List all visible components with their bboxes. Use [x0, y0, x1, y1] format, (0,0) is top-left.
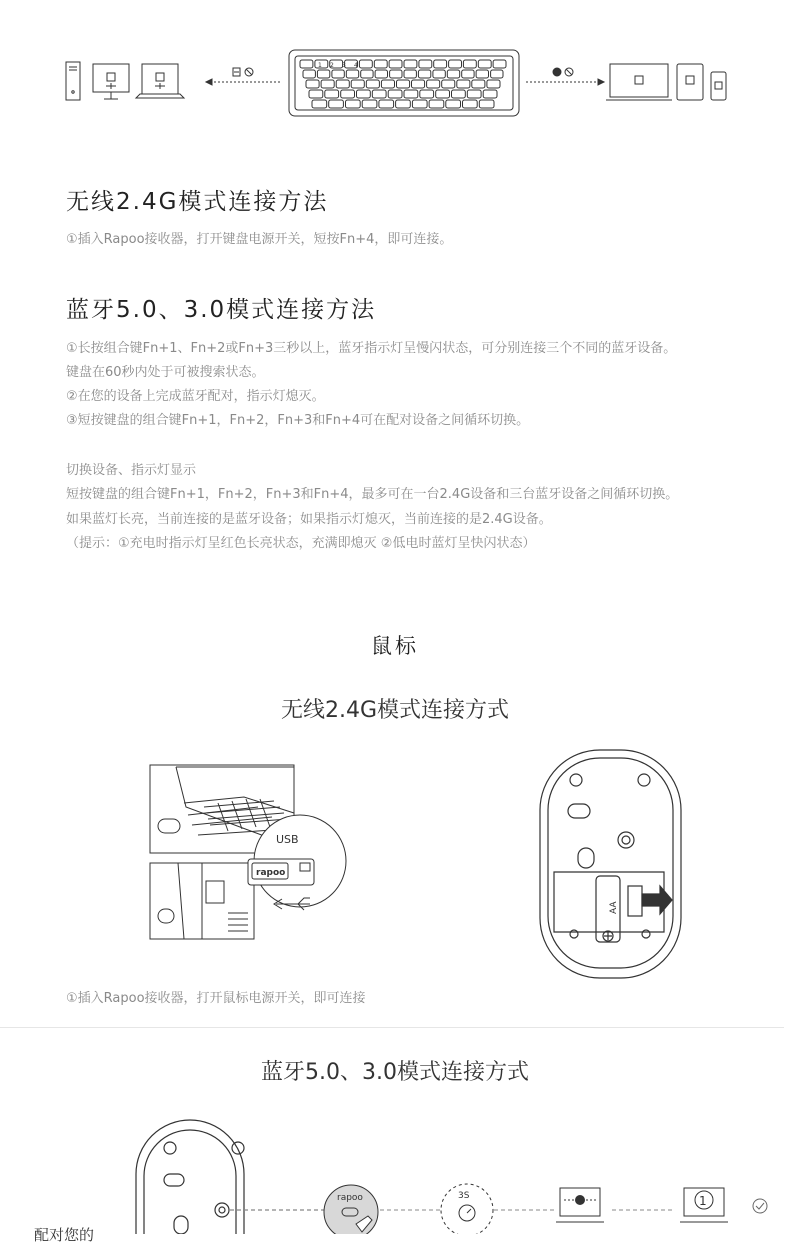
- keyboard-key: [436, 90, 450, 98]
- keyboard-key: [433, 70, 445, 78]
- keyboard-key: [404, 90, 418, 98]
- receiver-icon: [233, 68, 253, 76]
- switch-line: 短按键盘的组合键Fn+1，Fn+2，Fn+3和Fn+4，最多可在一台2.4G设备和三台蓝牙设备之间循环切换。: [66, 487, 679, 502]
- keyboard-key: [463, 60, 476, 68]
- phone-icon: [711, 72, 726, 100]
- keyboard-bt-title: 蓝牙5.0、3.0模式连接方法: [66, 297, 377, 323]
- keyboard-key: [357, 90, 371, 98]
- keyboard-key: [493, 60, 506, 68]
- switch-line: 如果蓝灯长亮，当前连接的是蓝牙设备；如果指示灯熄灭，当前连接的是2.4G设备。: [66, 512, 552, 527]
- keyboard-key: [303, 70, 315, 78]
- keyboard-key: [317, 70, 329, 78]
- keyboard-key: [467, 90, 481, 98]
- keyboard-key: [390, 70, 402, 78]
- fn-key-label: 4: [354, 62, 358, 69]
- keyboard-bt-step: ③短按键盘的组合键Fn+1，Fn+2，Fn+3和Fn+4可在配对设备之间循环切换。: [66, 413, 530, 428]
- keyboard-key: [309, 90, 323, 98]
- keyboard-bt-step: ②在您的设备上完成蓝牙配对，指示灯熄灭。: [66, 389, 325, 404]
- laptop-bt-icon: [556, 1188, 604, 1222]
- keyboard-bt-step: 键盘在60秒内处于可被搜索状态。: [66, 365, 265, 380]
- mouse-section-title: 鼠标: [371, 634, 419, 658]
- keyboard-key: [449, 60, 462, 68]
- keyboard-24g-step: ①插入Rapoo接收器，打开键盘电源开关，短按Fn+4，即可连接。: [66, 232, 453, 247]
- keyboard-key: [397, 80, 410, 88]
- keyboard-key: [419, 60, 432, 68]
- keyboard-key: [483, 90, 497, 98]
- keyboard-key: [374, 60, 387, 68]
- keyboard-key: [462, 70, 474, 78]
- keyboard-key: [420, 90, 434, 98]
- keyboard-key: [351, 80, 364, 88]
- usb-label: USB: [276, 833, 299, 846]
- rapoo-button-icon: [324, 1185, 378, 1234]
- monitor-icon: [606, 64, 672, 100]
- keyboard-key: [418, 70, 430, 78]
- vent-lines: [228, 913, 248, 931]
- svg-text:rapoo: rapoo: [256, 868, 286, 878]
- switch-heading: 切换设备、指示灯显示: [66, 463, 197, 478]
- keyboard-key: [372, 90, 386, 98]
- keyboard-key: [472, 80, 485, 88]
- keyboard-key: [452, 90, 466, 98]
- keyboard-key: [457, 80, 470, 88]
- keyboard-key: [346, 100, 361, 108]
- mouse-24g-title: 无线2.4G模式连接方式: [280, 698, 510, 723]
- keyboard-key: [429, 100, 444, 108]
- keyboard-key: [321, 80, 334, 88]
- keyboard-24g-title: 无线2.4G模式连接方法: [66, 189, 329, 215]
- section-divider: [0, 1027, 784, 1028]
- keyboard-key: [427, 80, 440, 88]
- keyboard-key: [366, 80, 379, 88]
- keyboard-key: [479, 100, 494, 108]
- keyboard-key: [336, 80, 349, 88]
- mouse-24g-step: ①插入Rapoo接收器，打开鼠标电源开关，即可连接: [66, 991, 366, 1006]
- battery-label: AA: [609, 901, 619, 914]
- keyboard-key: [379, 100, 394, 108]
- keyboard-key: [332, 70, 344, 78]
- fn-key-label: 3: [342, 62, 346, 69]
- keyboard-key: [404, 70, 416, 78]
- keyboard-key: [476, 70, 488, 78]
- keyboard-key: [442, 80, 455, 88]
- keyboard-key: [329, 100, 344, 108]
- svg-text:3S: 3S: [458, 1191, 470, 1201]
- keyboard-key: [434, 60, 447, 68]
- keyboard-key: [389, 60, 402, 68]
- keyboard-key: [325, 90, 339, 98]
- desktop-pc-icon: [66, 62, 129, 100]
- laptop-icon: [136, 64, 184, 98]
- keyboard-key: [375, 70, 387, 78]
- keyboard-key: [412, 100, 427, 108]
- keyboard-key: [300, 60, 313, 68]
- svg-text:rapoo: rapoo: [337, 1193, 363, 1203]
- keyboard-key: [388, 90, 402, 98]
- fn-key-label: 1: [318, 62, 322, 69]
- keyboard-key: [447, 70, 459, 78]
- usb-receiver-illustration: [148, 763, 350, 941]
- partial-caption: 配对您的: [34, 1226, 95, 1244]
- mouse-bt-title: 蓝牙5.0、3.0模式连接方式: [261, 1060, 529, 1085]
- keyboard-key: [446, 100, 461, 108]
- keyboard-key: [312, 100, 327, 108]
- fn-key-label: 2: [330, 62, 334, 69]
- mouse-bottom-illustration: [538, 748, 683, 980]
- switch-tip: （提示：①充电时指示灯呈红色长亮状态，充满即熄灭 ②低电时蓝灯呈快闪状态）: [66, 536, 536, 551]
- keyboard-key: [463, 100, 478, 108]
- keyboard-key: [346, 70, 358, 78]
- keyboard-key: [491, 70, 503, 78]
- keyboard-key: [362, 100, 377, 108]
- connection-diagram: [60, 40, 740, 125]
- keyboard-key: [404, 60, 417, 68]
- keyboard-bt-step: ①长按组合键Fn+1、Fn+2或Fn+3三秒以上，蓝牙指示灯呈慢闪状态，可分别连接三个不同的蓝牙设备。: [66, 341, 677, 356]
- keyboard-key: [359, 60, 372, 68]
- svg-text:1: 1: [699, 1194, 707, 1208]
- keyboard-key: [381, 80, 394, 88]
- bluetooth-icon: [553, 68, 573, 76]
- keyboard-key: [361, 70, 373, 78]
- keyboard-key: [487, 80, 500, 88]
- keyboard-key: [478, 60, 491, 68]
- timer-icon: [441, 1184, 493, 1234]
- keyboard-key: [412, 80, 425, 88]
- laptop-step-icon: [680, 1188, 728, 1222]
- keyboard-key: [306, 80, 319, 88]
- keyboard-key: [341, 90, 355, 98]
- tablet-icon: [677, 64, 703, 100]
- mouse-bt-illustration: [134, 1118, 774, 1234]
- check-icon: [753, 1199, 767, 1213]
- keyboard-key: [396, 100, 411, 108]
